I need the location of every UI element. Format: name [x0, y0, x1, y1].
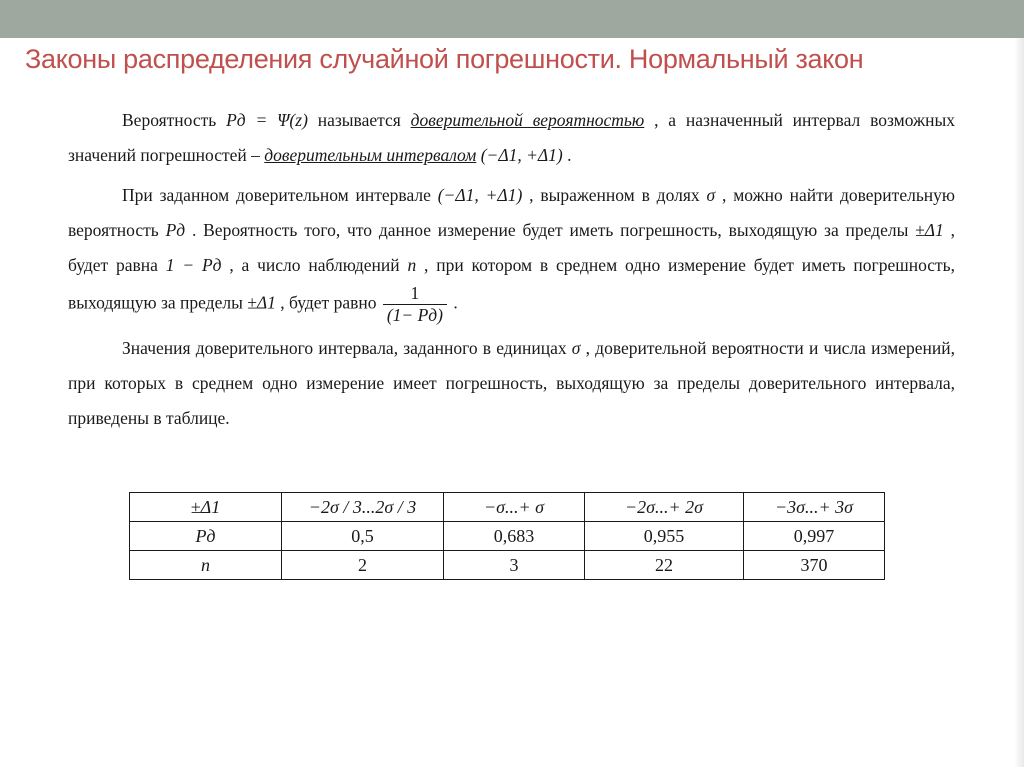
p3-sigma: σ [571, 338, 581, 358]
table-row-probability [130, 522, 885, 551]
p2-formula-pd: Pд [165, 220, 186, 240]
p2-text-3: , можно найти доверительную вероятность [68, 185, 955, 240]
paragraph-3 [68, 331, 955, 436]
p2-text-1: При заданном доверительном интервале [122, 185, 438, 205]
table-cell: −3σ...+ 3σ [744, 493, 885, 522]
fraction-one-over-one-minus-pd [383, 283, 447, 326]
p1-formula-probability: Pд = Ψ(z) [226, 110, 308, 130]
row-label-delta: ±Δ1 [130, 493, 282, 522]
table-cell: 0,5 [282, 522, 444, 551]
p2-sigma: σ [706, 185, 716, 205]
table-cell: 3 [444, 551, 585, 580]
top-bar [0, 0, 1024, 38]
term-confidence-probability: доверительной вероятностью [410, 110, 645, 130]
paragraph-1 [68, 103, 955, 173]
table-cell: 0,683 [444, 522, 585, 551]
p2-text-6: , а число наблюдений [229, 255, 408, 275]
term-confidence-interval: доверительным интервалом [264, 145, 477, 165]
table-cell: 370 [744, 551, 885, 580]
confidence-table [129, 492, 885, 580]
slide-edge-shadow [1014, 38, 1024, 767]
p2-formula-delta: ±Δ1 [915, 220, 944, 240]
p1-text-1: Вероятность [122, 110, 227, 130]
p1-text-2: называется [317, 110, 411, 130]
p2-text-9: . [453, 292, 458, 313]
row-label-pd: Pд [130, 522, 282, 551]
paragraph-2 [68, 178, 955, 326]
p2-formula-n: n [407, 255, 417, 275]
p2-text-5: , будет равна [68, 220, 956, 275]
p1-formula-interval: (−Δ1, +Δ1) [480, 145, 568, 165]
slide-title: Законы распределения случайной погрешности. Нормальный закон [25, 44, 864, 74]
table-cell: −σ...+ σ [444, 493, 585, 522]
table-cell: 2 [282, 551, 444, 580]
p2-text-7: , при котором в среднем одно измерение будет иметь погрешность, выходящую за пределы [68, 255, 956, 313]
table-cell: 0,955 [585, 522, 744, 551]
table-cell: 22 [585, 551, 744, 580]
p2-text-2: , выраженном в долях [529, 185, 707, 205]
p2-text-8: , будет равно [280, 292, 381, 313]
p2-formula-one-minus-pd: 1 − Pд [165, 255, 222, 275]
table-cell: 0,997 [744, 522, 885, 551]
p2-formula-interval: (−Δ1, +Δ1) [437, 185, 523, 205]
fraction-denominator: (1− Pд) [386, 305, 443, 325]
fraction-numerator: 1 [383, 283, 447, 305]
slide-body [68, 103, 955, 436]
table-cell: −2σ / 3...2σ / 3 [282, 493, 444, 522]
p1-text-4: . [567, 145, 572, 165]
p3-text-1: Значения доверительного интервала, заданного в единицах [122, 338, 572, 358]
p1-text-3: , а назначенный интервал возможных значений погрешностей – [68, 110, 955, 165]
table-cell: −2σ...+ 2σ [585, 493, 744, 522]
row-label-n: n [130, 551, 282, 580]
p2-formula-delta-2: ±Δ1 [247, 292, 276, 313]
p3-text-2: , доверительной вероятности и числа измерений, при которых в среднем одно измерение имеет погрешность, выходящую за пределы доверительного интервала, приведены в таблице. [68, 338, 955, 428]
table-row-n [130, 551, 885, 580]
table-row-delta [130, 493, 885, 522]
p2-text-4: . Вероятность того, что данное измерение будет иметь погрешность, выходящую за пределы [191, 220, 916, 240]
